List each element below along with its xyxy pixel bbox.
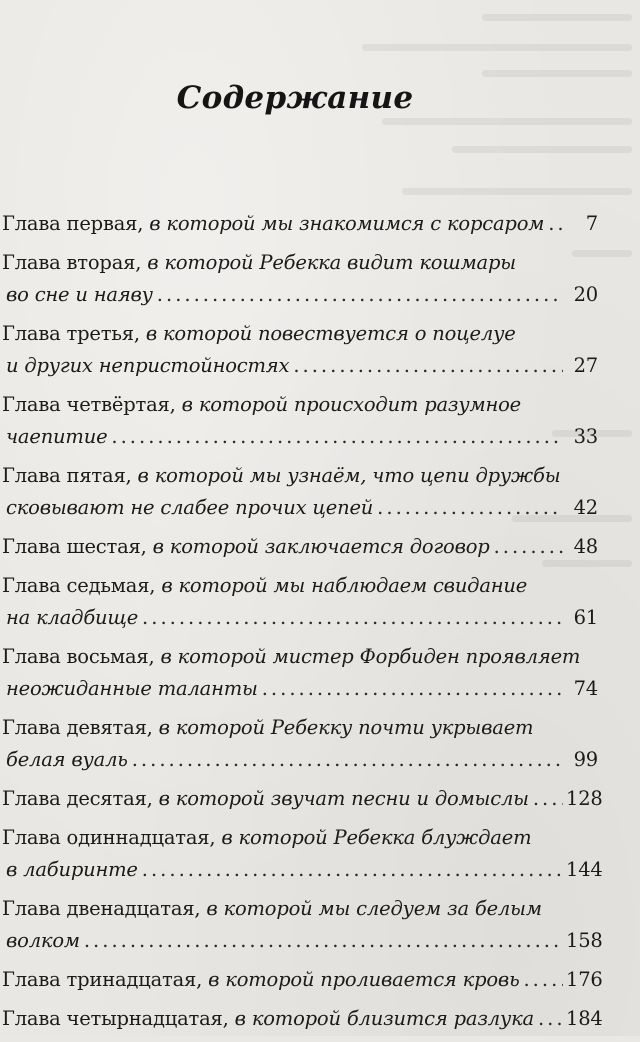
table-of-contents	[2, 208, 603, 1042]
toc-entry-line	[2, 673, 598, 705]
toc-entry-line	[2, 744, 598, 776]
chapter-label: Глава одиннадцатая,	[2, 826, 216, 849]
dot-leader	[523, 964, 563, 996]
page-number: 48	[573, 535, 598, 558]
chapter-label: Глава шестая,	[2, 535, 147, 558]
toc-entry-line	[2, 712, 598, 744]
chapter-label: Глава третья,	[2, 322, 140, 345]
chapter-label: Глава десятая,	[2, 787, 153, 810]
toc-entry-line	[2, 247, 598, 279]
toc-entry[interactable]	[2, 893, 603, 957]
dot-leader	[142, 602, 563, 634]
toc-entry[interactable]	[2, 247, 598, 311]
chapter-description-continued: чаепитие	[6, 425, 108, 448]
dot-leader	[111, 421, 563, 453]
toc-entry-line	[2, 854, 603, 886]
chapter-description-continued: и других непристойностях	[6, 354, 290, 377]
dot-leader	[262, 673, 563, 705]
chapter-description-continued: сковывают не слабее прочих цепей	[6, 496, 374, 519]
dot-leader	[84, 925, 563, 957]
dot-leader	[533, 783, 563, 815]
toc-entry[interactable]	[2, 783, 603, 815]
toc-entry-line	[2, 602, 598, 634]
page-number: 176	[566, 968, 603, 991]
chapter-description: в которой проливается кровь	[208, 968, 520, 991]
toc-entry-line	[2, 531, 598, 563]
chapter-description: в которой близится разлука	[234, 1007, 534, 1030]
chapter-description: в которой мы следуем за белым	[206, 897, 542, 920]
chapter-label: Глава вторая,	[2, 251, 142, 274]
chapter-description: в которой заключается договор	[152, 535, 490, 558]
chapter-description: в которой происходит разумное	[181, 393, 521, 416]
toc-entry-line	[2, 389, 598, 421]
toc-entry[interactable]	[2, 712, 598, 776]
toc-entry-line	[2, 783, 603, 815]
chapter-label: Глава четвёртая,	[2, 393, 176, 416]
toc-entry-line	[2, 570, 598, 602]
toc-entry[interactable]	[2, 531, 598, 563]
page-number: 158	[566, 929, 603, 952]
page-number: 74	[573, 677, 598, 700]
chapter-label: Глава четырнадцатая,	[2, 1007, 229, 1030]
chapter-label: Глава восьмая,	[2, 645, 155, 668]
chapter-description-continued: белая вуаль	[6, 748, 128, 771]
page-number: 184	[566, 1007, 603, 1030]
dot-leader	[377, 492, 563, 524]
chapter-description-continued: на кладбище	[6, 606, 139, 629]
toc-entry-line	[2, 421, 598, 453]
chapter-label: Глава девятая,	[2, 716, 153, 739]
chapter-description: в которой мы знакомимся с корсаром	[149, 212, 545, 235]
dot-leader	[132, 744, 563, 776]
toc-entry-line	[2, 641, 598, 673]
chapter-description-continued: в лабиринте	[6, 858, 138, 881]
toc-entry[interactable]	[2, 1003, 603, 1035]
chapter-description: в которой мистер Форбиден проявляет	[160, 645, 581, 668]
chapter-label: Глава двенадцатая,	[2, 897, 201, 920]
toc-entry-line	[2, 208, 598, 240]
toc-entry[interactable]	[2, 318, 598, 382]
toc-entry-line	[2, 350, 598, 382]
dot-leader	[494, 531, 563, 563]
page-number: 20	[573, 283, 598, 306]
dot-leader	[142, 854, 563, 886]
chapter-label: Глава первая,	[2, 212, 144, 235]
dot-leader	[157, 279, 563, 311]
toc-entry-line	[2, 822, 598, 854]
dot-leader	[293, 350, 563, 382]
toc-entry[interactable]	[2, 460, 598, 524]
toc-entry-line	[2, 279, 598, 311]
chapter-description-continued: неожиданные таланты	[6, 677, 258, 700]
page-title: Содержание	[176, 80, 414, 116]
chapter-label: Глава седьмая,	[2, 574, 156, 597]
chapter-description: в которой звучат песни и домыслы	[158, 787, 529, 810]
toc-entry[interactable]	[2, 389, 598, 453]
page-number: 27	[573, 354, 598, 377]
toc-entry-line	[2, 925, 603, 957]
toc-entry-line	[2, 964, 603, 996]
toc-entry[interactable]	[2, 641, 598, 705]
chapter-description: в которой повествуется о поцелуе	[145, 322, 516, 345]
toc-entry-line	[2, 492, 598, 524]
chapter-label: Глава пятая,	[2, 464, 132, 487]
toc-entry[interactable]	[2, 208, 598, 240]
dot-leader	[538, 1003, 563, 1035]
chapter-label: Глава тринадцатая,	[2, 968, 203, 991]
chapter-description: в которой Ребекка видит кошмары	[147, 251, 516, 274]
toc-entry-line	[2, 460, 598, 492]
toc-entry[interactable]	[2, 822, 603, 886]
page-number: 61	[573, 606, 598, 629]
toc-entry[interactable]	[2, 964, 603, 996]
page-number: 99	[573, 748, 598, 771]
chapter-description: в которой мы наблюдаем свидание	[161, 574, 528, 597]
dot-leader	[548, 208, 563, 240]
toc-entry-line	[2, 1003, 603, 1035]
page-number: 33	[573, 425, 598, 448]
chapter-description: в которой мы узнаём, что цепи дружбы	[137, 464, 561, 487]
chapter-description-continued: волком	[6, 929, 80, 952]
toc-entry-line	[2, 893, 598, 925]
page-number: 128	[566, 787, 603, 810]
chapter-description-continued: во сне и наяву	[6, 283, 153, 306]
page-number: 144	[566, 858, 603, 881]
toc-entry[interactable]	[2, 570, 598, 634]
chapter-description: в которой Ребекка блуждает	[221, 826, 532, 849]
page-number: 42	[573, 496, 598, 519]
toc-entry-line	[2, 318, 598, 350]
page-number: 7	[585, 212, 598, 235]
chapter-description: в которой Ребекку почти укрывает	[158, 716, 534, 739]
